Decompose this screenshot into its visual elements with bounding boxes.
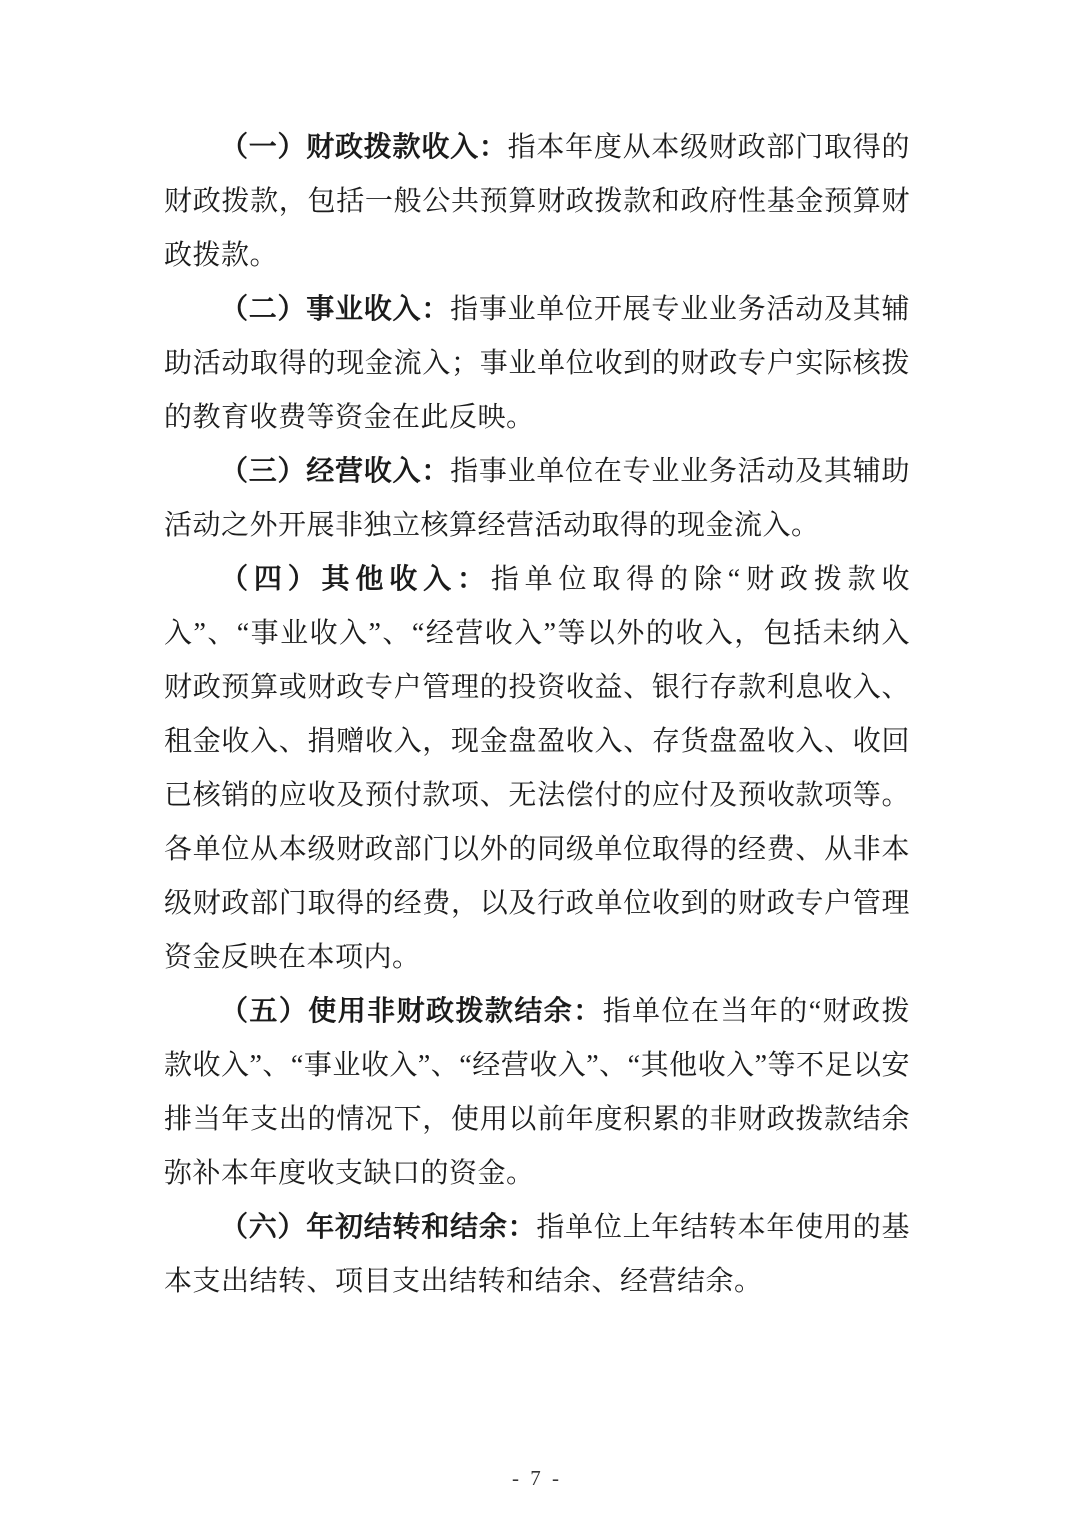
term-definition: 指单位在当年的“财政拨款收入”、“事业收入”、“经营收入”、“其他收入”等不足以安排当年支出的情况下，使用以前年度积累的非财政拨款结余弥补本年度收支缺口的资金。 [164, 996, 910, 1189]
term-heading: （三）经营收入： [220, 456, 451, 487]
document-body [164, 121, 910, 1309]
term-definition: 指事业单位开展专业业务活动及其辅助活动取得的现金流入；事业单位收到的财政专户实际核拨的教育收费等资金在此反映。 [164, 294, 910, 433]
page-number: - 7 - [512, 1466, 562, 1490]
term-heading: （二）事业收入： [220, 294, 451, 325]
definition-paragraph [164, 283, 910, 445]
definition-paragraph [164, 1201, 910, 1309]
term-heading: （六）年初结转和结余： [220, 1212, 537, 1243]
definition-paragraph [164, 553, 910, 985]
term-definition: 指单位取得的除“财政拨款收入”、“事业收入”、“经营收入”等以外的收入，包括未纳入财政预算或财政专户管理的投资收益、银行存款利息收入、租金收入、捐赠收入，现金盘盈收入、存货盘盈收入、收回已核销的应收及预付款项、无法偿付的应付及预收款项等。各单位从本级财政部门以外的同级单位取得的经费、从非本级财政部门取得的经费，以及行政单位收到的财政专户管理资金反映在本项内。 [164, 564, 910, 973]
term-definition: 指事业单位在专业业务活动及其辅助活动之外开展非独立核算经营活动取得的现金流入。 [164, 456, 910, 541]
term-heading: （一）财政拨款收入： [220, 132, 508, 163]
term-definition: 指本年度从本级财政部门取得的财政拨款，包括一般公共预算财政拨款和政府性基金预算财政拨款。 [164, 132, 910, 271]
definition-paragraph [164, 121, 910, 283]
term-heading: （四）其他收入： [220, 564, 491, 595]
term-definition: 指单位上年结转本年使用的基本支出结转、项目支出结转和结余、经营结余。 [164, 1212, 910, 1297]
definition-paragraph [164, 445, 910, 553]
definition-paragraph [164, 985, 910, 1201]
term-heading: （五）使用非财政拨款结余： [220, 996, 603, 1027]
